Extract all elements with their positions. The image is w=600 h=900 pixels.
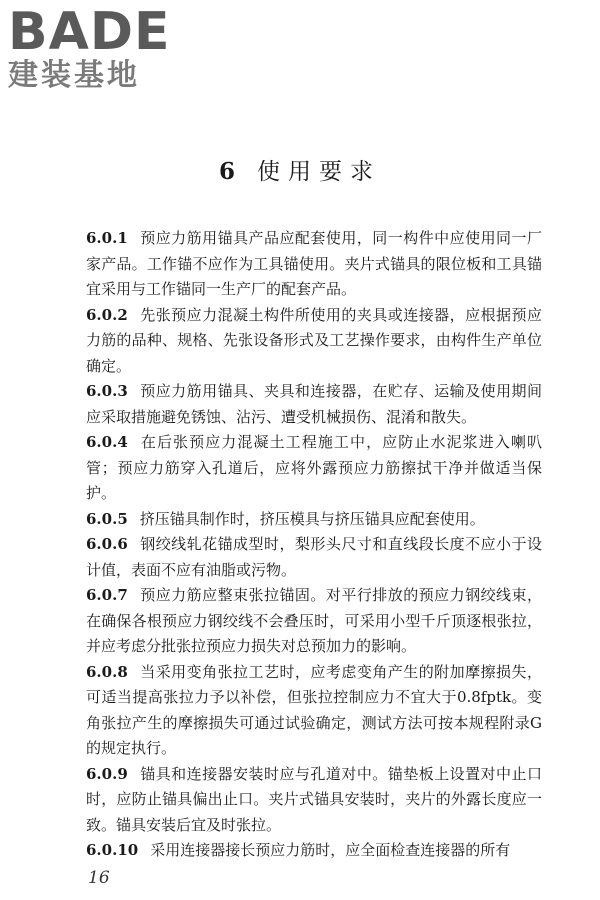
clause <box>86 660 542 762</box>
clause-number: 6.0.7 <box>86 586 128 604</box>
clause-text: 在后张预应力混凝土工程施工中，应防止水泥浆进入喇叭管；预应力筋穿入孔道后，应将外露预应力筋擦拭干净并做适当保护。 <box>86 433 542 502</box>
clause-number: 6.0.4 <box>86 433 128 451</box>
clause-number: 6.0.6 <box>86 535 128 553</box>
bade-logo <box>8 2 178 93</box>
clause <box>86 583 542 660</box>
clause <box>86 303 542 380</box>
section-title-text: 使用要求 <box>257 159 381 185</box>
section-number: 6 <box>218 158 243 185</box>
clause-text: 预应力筋用锚具、夹具和连接器，在贮存、运输及使用期间应采取措施避免锈蚀、沾污、遭受机械损伤、混淆和散失。 <box>86 382 542 426</box>
clause-number: 6.0.10 <box>86 841 139 859</box>
clause-number: 6.0.5 <box>86 509 128 528</box>
clause <box>86 762 542 839</box>
clause <box>86 430 542 507</box>
page-number: 16 <box>88 868 110 888</box>
clause-text: 先张预应力混凝土构件所使用的夹具或连接器，应根据预应力筋的品种、规格、先张设备形式及工艺操作要求，由构件生产单位确定。 <box>86 305 542 375</box>
clause <box>86 507 542 533</box>
clause-text: 挤压锚具制作时，挤压模具与挤压锚具应配套使用。 <box>139 509 485 528</box>
clause-text: 预应力筋应整束张拉锚固。对平行排放的预应力钢绞线束，在确保各根预应力钢绞线不会叠压时，可采用小型千斤顶逐根张拉，并应考虑分批张拉预应力损失对总预加力的影响。 <box>86 586 542 655</box>
clause-number: 6.0.2 <box>86 305 128 324</box>
logo-text: BADE <box>8 2 171 62</box>
clause-text: 采用连接器接长预应力筋时，应全面检查连接器的所有 <box>150 841 511 859</box>
clause-list <box>86 226 542 864</box>
clause-number: 6.0.1 <box>86 229 128 247</box>
clause <box>86 379 542 430</box>
clause-number: 6.0.3 <box>86 382 128 400</box>
section-title <box>0 158 600 186</box>
clause <box>86 838 542 864</box>
logo-subtitle: 建装基地 <box>8 58 140 93</box>
clause-number: 6.0.9 <box>86 764 128 783</box>
clause <box>86 226 542 303</box>
clause-text: 当采用变角张拉工艺时，应考虑变角产生的附加摩擦损失，可适当提高张拉力予以补偿，但张拉控制应力不宜大于0.8fptk。变角张拉产生的摩擦损失可通过试验确定，测试方法可按本规程附录G的规定执行。 <box>86 662 542 757</box>
clause-text: 预应力筋用锚具产品应配套使用，同一构件中应使用同一厂家产品。工作锚不应作为工具锚使用。夹片式锚具的限位板和工具锚宜采用与工作锚同一生产厂的配套产品。 <box>86 229 542 298</box>
clause-text: 钢绞线轧花锚成型时，梨形头尺寸和直线段长度不应小于设计值，表面不应有油脂或污物。 <box>86 535 542 579</box>
clause-number: 6.0.8 <box>86 662 128 681</box>
clause-text: 锚具和连接器安装时应与孔道对中。锚垫板上设置对中止口时，应防止锚具偏出止口。夹片式锚具安装时，夹片的外露长度应一致。锚具安装后宜及时张拉。 <box>86 764 542 834</box>
clause <box>86 532 542 583</box>
